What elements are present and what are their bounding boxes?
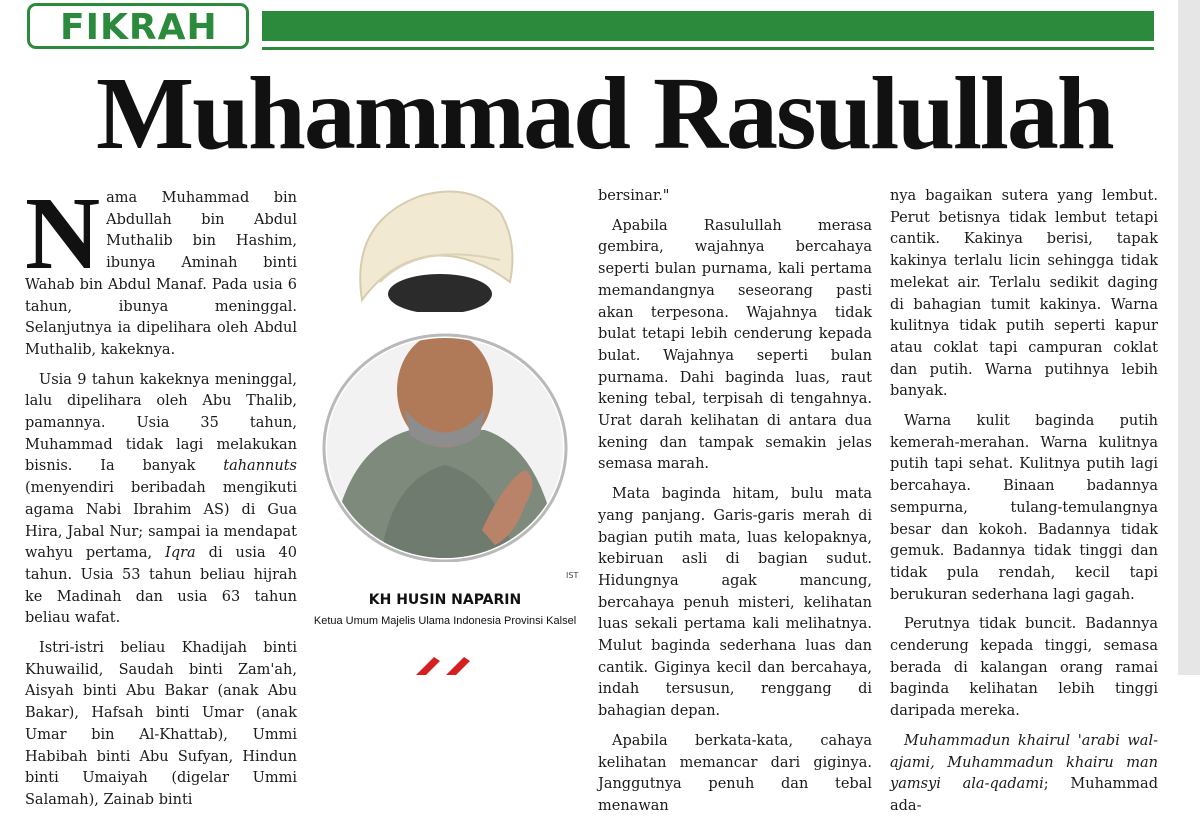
paragraph-text: ; Muhammad ada- — [890, 776, 1158, 814]
turban-illustration — [350, 182, 520, 312]
italic-term: tahannuts — [223, 458, 297, 475]
paragraph: Apabila Rasulullah merasa gembira, wajahnya bercahaya seperti bulan purnama, kali pertama memandangnya seseorang pasti akan terpesona. Wajahnya tidak bulat tetapi lebih cenderung kepada bulat. Wajahnya seperti bulan purnama. Dahi baginda luas, raut kening tebal, terpisah di tengahnya. Urat darah kelihatan di antara dua kening dan tampak semakin jelas semasa marah. — [598, 217, 872, 473]
paragraph: Istri-istri beliau Khadijah binti Khuwailid, Saudah binti Zam'ah, Aisyah binti Abu Bakar (anak Abu Bakar), Hafsah binti Umar (anak Umar bin Al-Khattab), Ummi Habibah binti Abu Sufyan, Hindun binti Umaiyah (digelar Ummi Salamah), Zainab binti — [25, 640, 297, 808]
italic-quote: Muhammadun khairul 'arabi wal-ajami, Muhammadun khairu man yamsyi ala-qadami — [890, 732, 1158, 793]
paragraph: Perutnya tidak buncit. Badannya cenderung kepada tinggi, semasa berada di kalangan orang ramai baginda kelihatan lebih tinggi daripada mereka. — [890, 616, 1158, 720]
paragraph — [890, 731, 1158, 818]
photo-credit: IST — [566, 571, 579, 580]
author-photo — [310, 330, 580, 562]
photo-caption-role: Ketua Umum Majelis Ulama Indonesia Provinsi Kalsel — [313, 615, 577, 627]
rubric-box — [27, 3, 249, 49]
paragraph: bersinar." — [598, 188, 670, 204]
article-column-3 — [598, 186, 872, 826]
paragraph-text: di usia 40 tahun. Usia 53 tahun beliau hijrah ke Madinah dan usia 63 tahun beliau wafat. — [25, 545, 297, 627]
page-edge — [1178, 0, 1200, 675]
paragraph-text: Usia 9 tahun kakeknya meninggal, lalu dipelihara oleh Abu Thalib, pamannya. Usia 35 tahun, Muhammad tidak lagi melakukan bisnis. Ia banyak — [25, 371, 297, 475]
rubric-rule — [262, 47, 1154, 50]
rubric-label: FIKRAH — [60, 7, 218, 48]
photo-caption-name: KH HUSIN NAPARIN — [368, 592, 522, 608]
italic-term: Iqra — [165, 545, 196, 562]
portrait-illustration — [310, 330, 580, 562]
paragraph: Apabila berkata-kata, cahaya kelihatan memancar dari giginya. Janggutnya penuh dan tebal menawan — [598, 732, 872, 814]
quote-mark-icon — [412, 655, 482, 675]
paragraph: Mata baginda hitam, bulu mata yang panjang. Garis-garis merah di bagian putih mata, luas kelopaknya, kebiruan asli di bagian sudut. Hidungnya agak mancung, bercahaya penuh misteri, kelihatan luas sekali pertama kali melihatnya. Mulut baginda sederhana luas dan cantik. Giginya kecil dan bercahaya, indah tersusun, renggang di bahagian depan. — [598, 486, 872, 720]
headline: Muhammad Rasulullah — [96, 56, 1113, 171]
drop-cap: N — [25, 176, 101, 291]
paragraph-text: (menyendiri beribadah mengikuti agama Nabi Ibrahim AS) di Gua Hira, Jabal Nur; sampai ia mendapat wahyu pertama, — [25, 480, 297, 562]
article-column-1 — [25, 176, 297, 820]
paragraph: Warna kulit baginda putih kemerah-merahan. Warna kulitnya putih tapi sehat. Kulitnya putih lagi bercahaya. Binaan badannya sempurna, tulang-temulangnya besar dan kokoh. Badannya tidak gemuk. Badannya tidak tinggi dan tidak pula rendah, kecil tapi berukuran sederhana lagi gagah. — [890, 413, 1158, 603]
paragraph-text: ama Muhammad bin Abdullah bin Abdul Muthalib bin Hashim, ibunya Aminah binti Wahab bin Abdul Manaf. Pada usia 6 tahun, ibunya meninggal. Selanjutnya ia dipelihara oleh Abdul Muthalib, kakeknya. — [25, 190, 297, 358]
paragraph — [25, 176, 297, 362]
paragraph: nya bagaikan sutera yang lembut. Perut betisnya tidak lembut tetapi cantik. Kakinya berisi, tapak kakinya terlalu licin sehingga tidak melekat air. Terlalu sedikit daging di bahagian tumit kakinya. Warna kulitnya tidak putih seperti kapur atau coklat tapi campuran coklat dan putih. Warna putihnya lebih banyak. — [890, 188, 1158, 400]
rubric-bar — [262, 11, 1154, 41]
paragraph — [25, 370, 297, 630]
article-column-4 — [890, 186, 1158, 826]
